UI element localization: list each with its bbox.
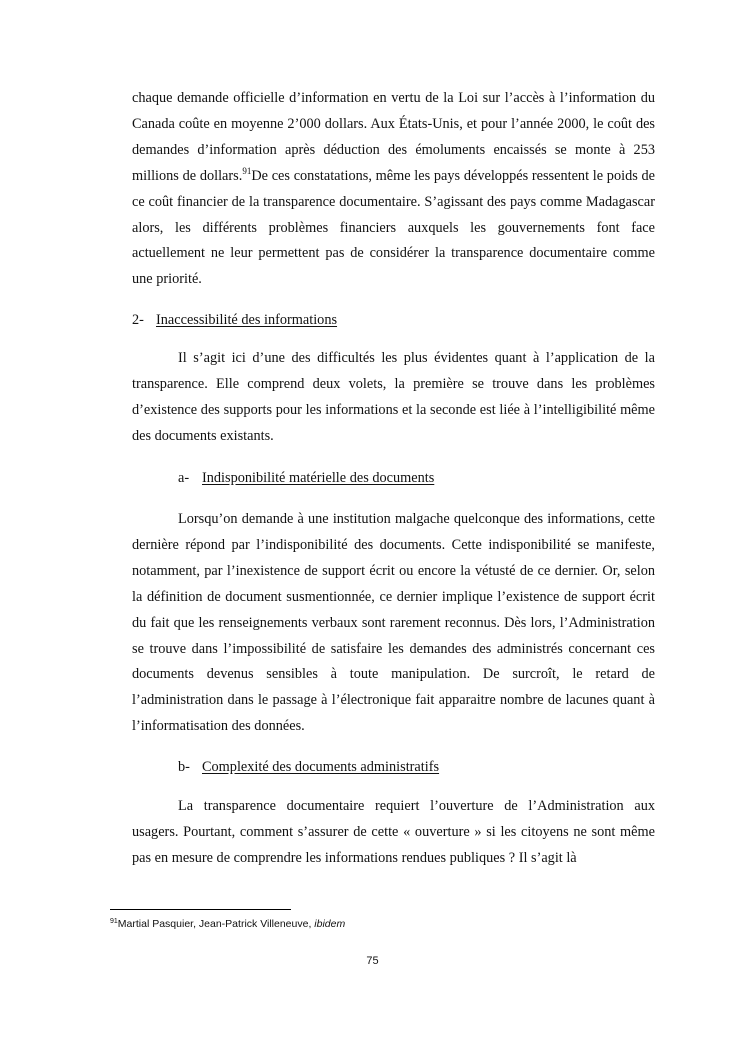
paragraph-complexity <box>132 794 655 872</box>
subsection-heading-b <box>178 757 439 777</box>
page-number: 75 <box>366 955 379 967</box>
subsection-number: b- <box>178 759 190 775</box>
footnote-number: 91 <box>110 918 118 925</box>
paragraph-inaccessibility-text: Il s’agit ici d’une des difficultés les plus évidentes quant à l’application de la transparence. Elle comprend deux volets, la première se trouve dans les problèmes d’existence des supports pour les informations et la seconde est liée à l’intelligibilité même des documents existants. <box>132 350 655 444</box>
footnote-ibidem: ibidem <box>314 918 346 930</box>
section-number: 2- <box>132 312 144 328</box>
section-heading-2 <box>132 310 337 330</box>
footnote-authors: Martial Pasquier, Jean-Patrick Villeneuve, <box>117 918 315 930</box>
paragraph-unavailability-text: Lorsqu’on demande à une institution malgache quelconque des informations, cette dernière répond par l’indisponibilité des documents. Cette indisponibilité se manifeste, notamment, par l’inexistence de support écrit ou encore la vétusté de ce dernier. Or, selon la définition de document susmentionnée, ce dernier implique l’existence de support écrit du fait que les renseignements verbaux sont rarement reconnus. Dès lors, l’Administration se trouve dans l’impossibilité de satisfaire les demandes des administrés concernant ces documents devenus sensibles à toute manipulation. De surcroît, le retard de l’administration dans le passage à l’électronique fait apparaitre nombre de lacunes quant à l’informatisation des données. <box>132 511 655 735</box>
paragraph-unavailability <box>132 507 655 740</box>
paragraph-cost <box>132 86 655 293</box>
section-title: Inaccessibilité des informations <box>156 312 338 328</box>
subsection-title: Complexité des documents administratifs <box>202 759 440 775</box>
subsection-number: a- <box>178 470 190 486</box>
footnote-reference: 91 <box>242 165 252 176</box>
paragraph-inaccessibility <box>132 346 655 450</box>
footnote-separator <box>110 909 291 910</box>
paragraph-cost-text-2: De ces constatations, même les pays développés ressentent le poids de ce coût financier de la transparence documentaire. S’agissant des pays comme Madagascar alors, les différents problèmes financiers auxquels les gouvernements font face actuellement ne leur permettent pas de considérer la transparence documentaire comme une priorité. <box>132 167 656 288</box>
footnote <box>110 918 345 930</box>
subsection-heading-a <box>178 468 434 488</box>
paragraph-complexity-text: La transparence documentaire requiert l’ouverture de l’Administration aux usagers. Pourtant, comment s’assurer de cette « ouverture » si les citoyens ne sont même pas en mesure de comprendre les informations rendues publiques ? Il s’agit là <box>132 798 655 866</box>
paragraph-cost-text-1: chaque demande officielle d’information en vertu de la Loi sur l’accès à l’information du Canada coûte en moyenne 2’000 dollars. Aux États-Unis, et pour l’année 2000, le coût des demandes d’information après déduction des émoluments encaissés se monte à 253 millions de dollars. <box>132 90 655 184</box>
subsection-title: Indisponibilité matérielle des documents <box>202 470 435 486</box>
